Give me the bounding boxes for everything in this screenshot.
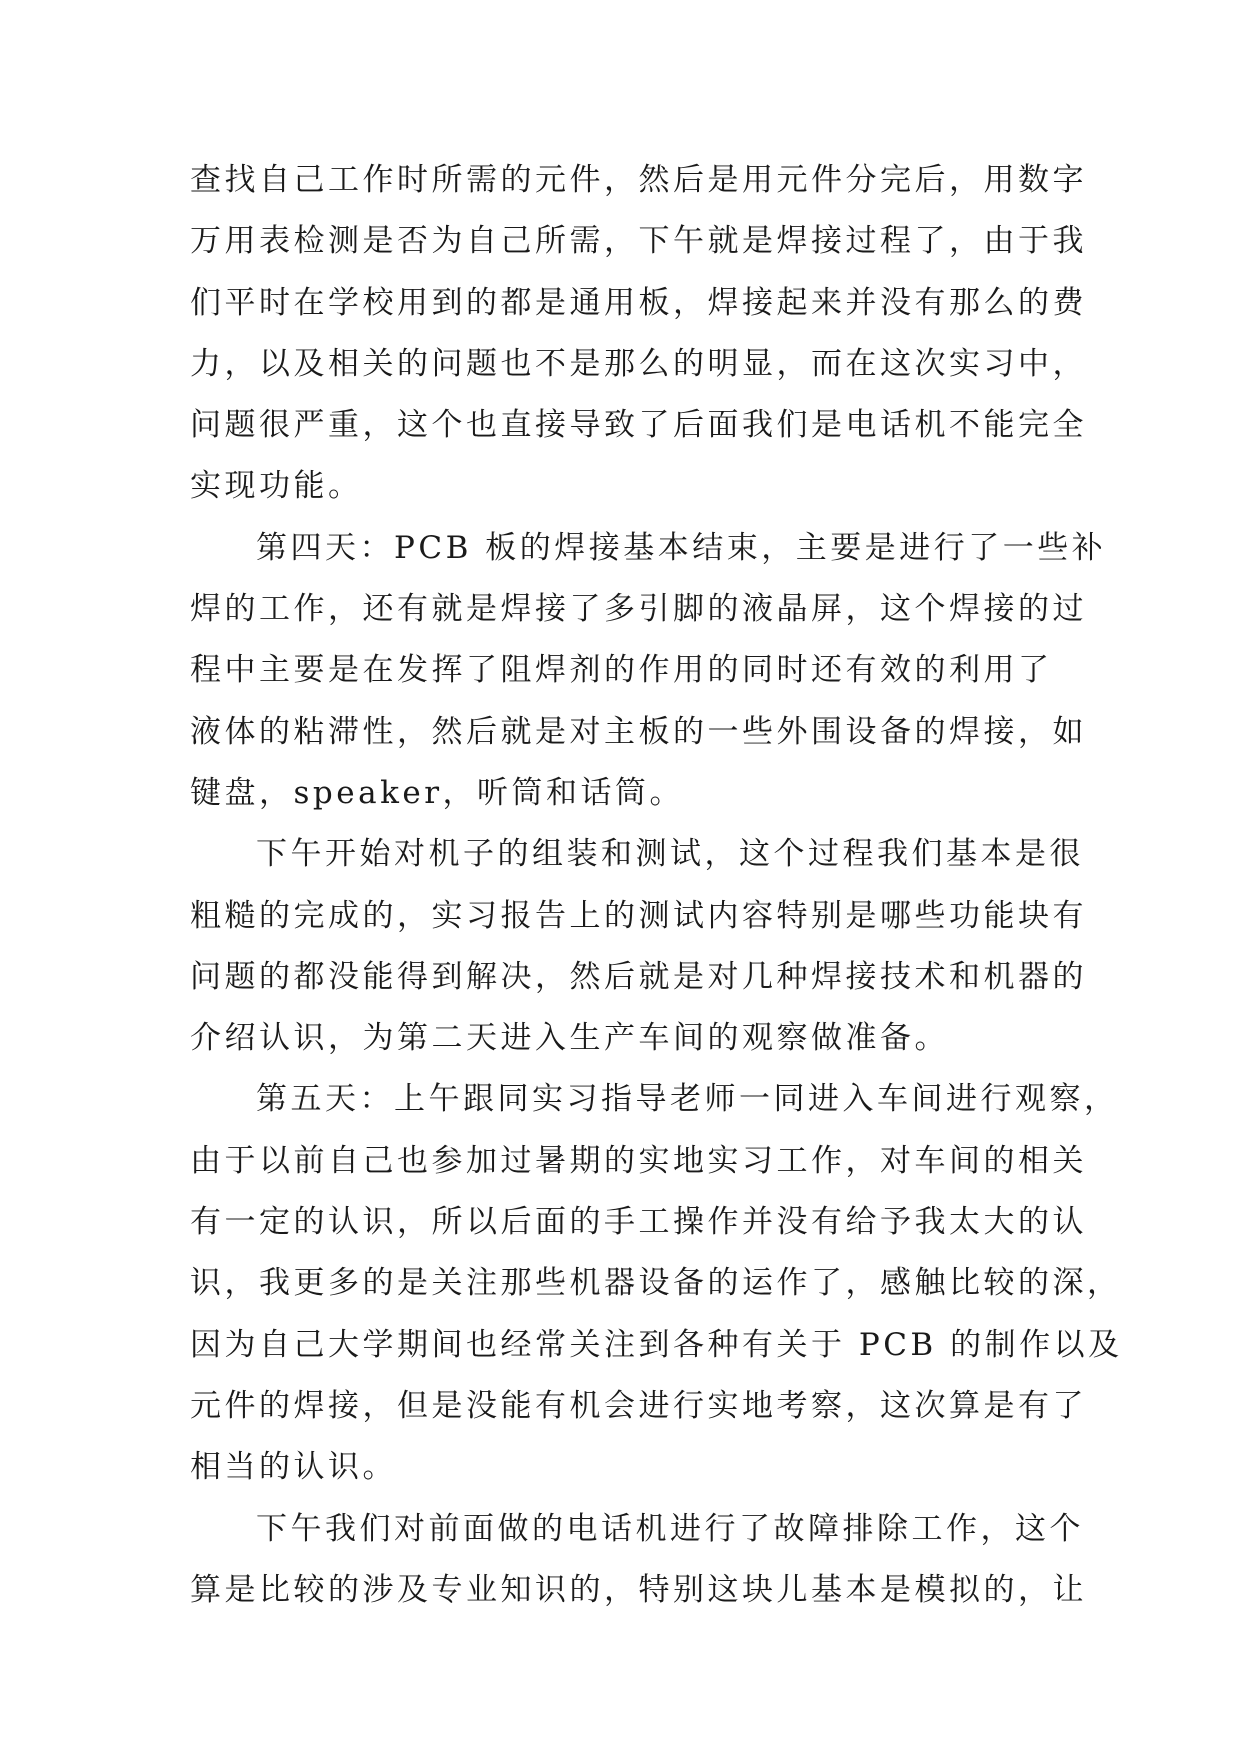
paragraph-start-line: 下午开始对机子的组装和测试，这个过程我们基本是很: [256, 836, 1084, 873]
document-body: [190, 150, 1123, 1621]
text-line: 识，我更多的是关注那些机器设备的运作了，感触比较的深，: [190, 1265, 1122, 1302]
paragraph-start-line: 下午我们对前面做的电话机进行了故障排除工作，这个: [256, 1510, 1084, 1547]
text-line: 介绍认识，为第二天进入生产车间的观察做准备。: [190, 1020, 949, 1057]
text-line: 算是比较的涉及专业知识的，特别这块儿基本是模拟的，让: [190, 1571, 1087, 1608]
text-line: 实现功能。: [190, 468, 363, 505]
text-line: 万用表检测是否为自己所需，下午就是焊接过程了，由于我: [190, 223, 1087, 260]
text-line: 粗糙的完成的，实习报告上的测试内容特别是哪些功能块有: [190, 897, 1087, 934]
text-line: 力，以及相关的问题也不是那么的明显，而在这次实习中，: [190, 345, 1087, 382]
text-line: 因为自己大学期间也经常关注到各种有关于 PCB 的制作以及: [190, 1326, 1123, 1363]
text-line: 程中主要是在发挥了阻焊剂的作用的同时还有效的利用了: [190, 652, 1053, 689]
text-line: 相当的认识。: [190, 1449, 397, 1486]
text-line: 问题很严重，这个也直接导致了后面我们是电话机不能完全: [190, 407, 1087, 444]
paragraph-start-line: 第五天：上午跟同实习指导老师一同进入车间进行观察，: [256, 1081, 1119, 1118]
text-line: 键盘，speaker，听筒和话筒。: [190, 774, 685, 811]
text-line: 查找自己工作时所需的元件，然后是用元件分完后，用数字: [190, 162, 1087, 198]
text-line: 问题的都没能得到解决，然后就是对几种焊接技术和机器的: [190, 958, 1087, 995]
text-line: 们平时在学校用到的都是通用板，焊接起来并没有那么的费: [190, 284, 1087, 321]
text-line: 焊的工作，还有就是焊接了多引脚的液晶屏，这个焊接的过: [190, 591, 1087, 628]
text-line: 元件的焊接，但是没能有机会进行实地考察，这次算是有了: [190, 1387, 1087, 1424]
text-line: 由于以前自己也参加过暑期的实地实习工作，对车间的相关: [190, 1142, 1087, 1179]
text-line: 有一定的认识，所以后面的手工操作并没有给予我太大的认: [190, 1204, 1087, 1241]
text-line: 液体的粘滞性，然后就是对主板的一些外围设备的焊接，如: [190, 713, 1087, 750]
paragraph-start-line: 第四天：PCB 板的焊接基本结束，主要是进行了一些补: [256, 529, 1107, 566]
